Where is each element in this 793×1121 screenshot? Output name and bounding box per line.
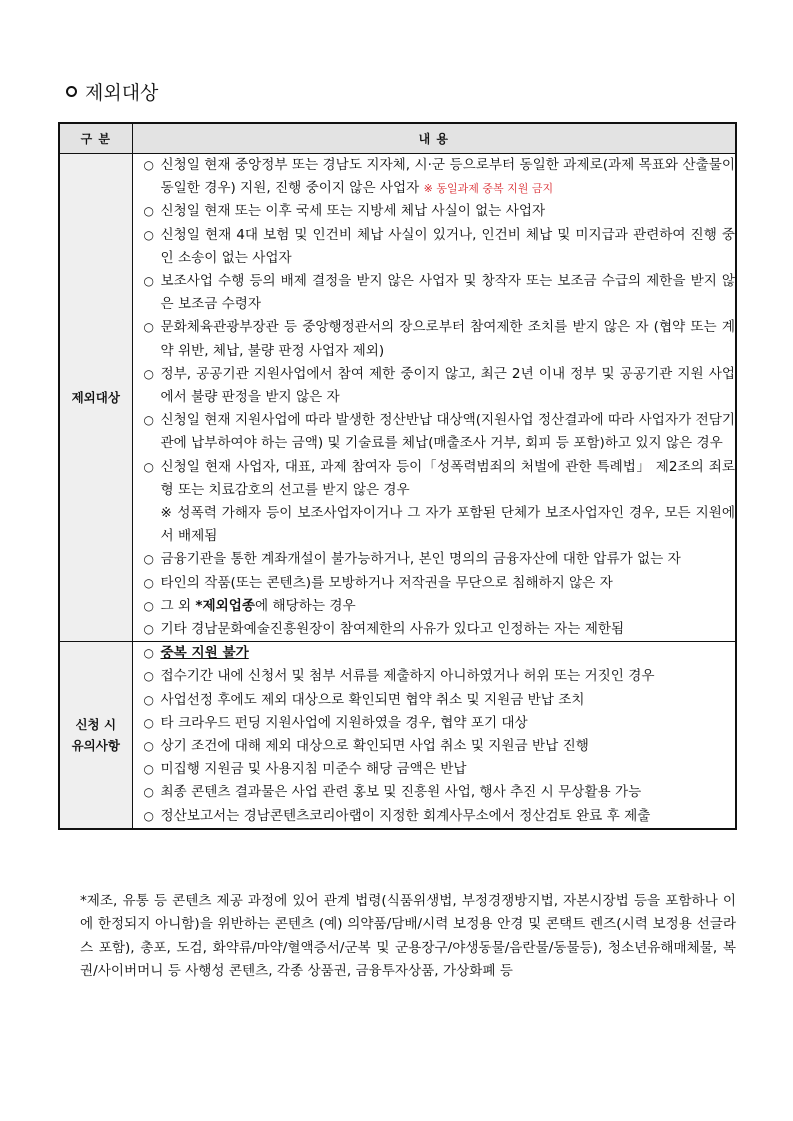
list-item: ○ 기타 경남문화예술진흥원장이 참여제한의 사유가 있다고 인정하는 자는 제한됨 — [133, 618, 736, 641]
small-circle-icon: ○ — [143, 274, 154, 289]
small-circle-icon: ○ — [143, 739, 154, 754]
list-item: ○ 신청일 현재 4대 보험 및 인건비 체납 사실이 있거나, 인건비 체납 및 미지급과 관련하여 진행 중인 소송이 없는 사업자 — [133, 224, 736, 270]
small-note: ※ 성폭력 가해자 등이 보조사업자이거나 그 자가 포함된 단체가 보조사업자인 경우, 모든 지원에서 배제됨 — [160, 505, 735, 545]
list-item: ○ 최종 콘텐츠 결과물은 사업 관련 홍보 및 진흥원 사업, 행사 추진 시 무상활용 가능 — [133, 781, 736, 804]
list-item: ○ 접수기간 내에 신청서 및 첨부 서류를 제출하지 아니하였거나 허위 또는 거짓인 경우 — [133, 665, 736, 688]
small-circle-icon: ○ — [143, 575, 154, 590]
circle-bullet-icon — [66, 86, 77, 97]
red-note: ※ 동일과제 중복 지원 금지 — [423, 182, 554, 196]
list-item: ○ 신청일 현재 지원사업에 따라 발생한 정산반납 대상액(지원사업 정산결과에 따라 사업자가 전담기관에 납부하여야 하는 금액) 및 기술료를 체납(매출조사 거부, 회피 등 포함)하고 있지 않은 경우 — [133, 409, 736, 455]
excluded-industries-link-text: *제외업종 — [195, 597, 256, 614]
list-heading: ○ 중복 지원 불가 — [133, 642, 736, 665]
small-circle-icon: ○ — [143, 692, 154, 707]
row-label-exclusion: 제외대상 — [59, 154, 132, 642]
small-circle-icon: ○ — [143, 715, 154, 730]
small-circle-icon: ○ — [143, 808, 154, 823]
small-circle-icon: ○ — [143, 366, 154, 381]
small-circle-icon: ○ — [143, 669, 154, 684]
exclusion-table — [58, 122, 737, 830]
table-row-notes — [59, 642, 736, 829]
section-title-text: 제외대상 — [85, 82, 159, 104]
small-circle-icon: ○ — [143, 646, 154, 661]
list-item: ○ 신청일 현재 또는 이후 국세 또는 지방세 체납 사실이 없는 사업자 — [133, 200, 736, 223]
small-circle-icon: ○ — [143, 598, 154, 613]
small-circle-icon: ○ — [143, 227, 154, 242]
small-circle-icon: ○ — [143, 158, 154, 172]
list-item: ○ 상기 조건에 대해 제외 대상으로 확인되면 사업 취소 및 지원금 반납 진행 — [133, 735, 736, 758]
row-label-notes: 신청 시 유의사항 — [59, 642, 132, 829]
table-row-exclusion — [59, 154, 736, 642]
section-title — [66, 78, 158, 105]
list-item: ○ 정부, 공공기관 지원사업에서 참여 제한 중이지 않고, 최근 2년 이내 정부 및 공공기관 지원 사업에서 불량 판정을 받지 않은 자 — [133, 363, 736, 409]
list-item: ○ 그 외 *제외업종에 해당하는 경우 — [133, 595, 736, 618]
notes-list — [133, 642, 736, 828]
small-circle-icon: ○ — [143, 622, 154, 637]
list-item: ○ 사업선정 후에도 제외 대상으로 확인되면 협약 취소 및 지원금 반납 조치 — [133, 689, 736, 712]
small-circle-icon: ○ — [143, 320, 154, 335]
list-item: ○ 신청일 현재 중앙정부 또는 경남도 지자체, 시·군 등으로부터 동일한 과제로(과제 목표와 산출물이 동일한 경우) 지원, 진행 중이지 않은 사업자 ※ 동일과제 중복 지원 금지 — [133, 154, 736, 200]
list-item: ○ 문화체육관광부장관 등 중앙행정관서의 장으로부터 참여제한 조치를 받지 않은 자 (협약 또는 계약 위반, 체납, 불량 판정 사업자 제외) — [133, 316, 736, 362]
small-circle-icon: ○ — [143, 413, 154, 428]
exclusion-list — [133, 154, 736, 641]
list-item: ○ 미집행 지원금 및 사용지침 미준수 해당 금액은 반납 — [133, 758, 736, 781]
list-item: ○ 타 크라우드 펀딩 지원사업에 지원하였을 경우, 협약 포기 대상 — [133, 712, 736, 735]
small-circle-icon: ○ — [143, 762, 154, 777]
header-category: 구 분 — [59, 123, 132, 154]
list-item: ○ 신청일 현재 사업자, 대표, 과제 참여자 등이「성폭력범죄의 처벌에 관한 특례법」 제2조의 죄로 형 또는 치료감호의 선고를 받지 않은 경우 — [133, 456, 736, 502]
small-circle-icon: ○ — [143, 552, 154, 567]
small-circle-icon: ○ — [143, 204, 154, 219]
small-circle-icon: ○ — [143, 459, 154, 474]
header-content: 내 용 — [132, 123, 736, 154]
row-content-notes — [132, 642, 736, 829]
table-header-row — [59, 123, 736, 154]
small-circle-icon: ○ — [143, 785, 154, 800]
list-item: ○ 보조사업 수행 등의 배제 결정을 받지 않은 사업자 및 창작자 또는 보조금 수급의 제한을 받지 않은 보조금 수령자 — [133, 270, 736, 316]
footnote-excluded-industries: *제조, 유통 등 콘텐츠 제공 과정에 있어 관계 법령(식품위생법, 부정경쟁방지법, 자본시장법 등을 포함하나 이에 한정되지 아니함)을 위반하는 콘텐츠 (예) 의약품/담배/시력 보정용 안경 및 콘택트 렌즈(시력 보정용 선글라스 포함), 총포, 도검, 화약류/마약/혈액증서/군복 및 군용장구/야생동물/음란물/동물등), 청소년유해매체물, 복권/사이버머니 등 사행성 콘텐츠, 각종 상품권, 금융투자상품, 가상화폐 등 — [80, 893, 736, 980]
list-item: ○ 타인의 작품(또는 콘텐츠)를 모방하거나 저작권을 무단으로 침해하지 않은 자 — [133, 572, 736, 595]
row-content-exclusion — [132, 154, 736, 642]
list-item: ○ 금융기관을 통한 계좌개설이 불가능하거나, 본인 명의의 금융자산에 대한 압류가 없는 자 — [133, 548, 736, 571]
list-item: ○ 정산보고서는 경남콘텐츠코리아랩이 지정한 회계사무소에서 정산검토 완료 후 제출 — [133, 805, 736, 828]
